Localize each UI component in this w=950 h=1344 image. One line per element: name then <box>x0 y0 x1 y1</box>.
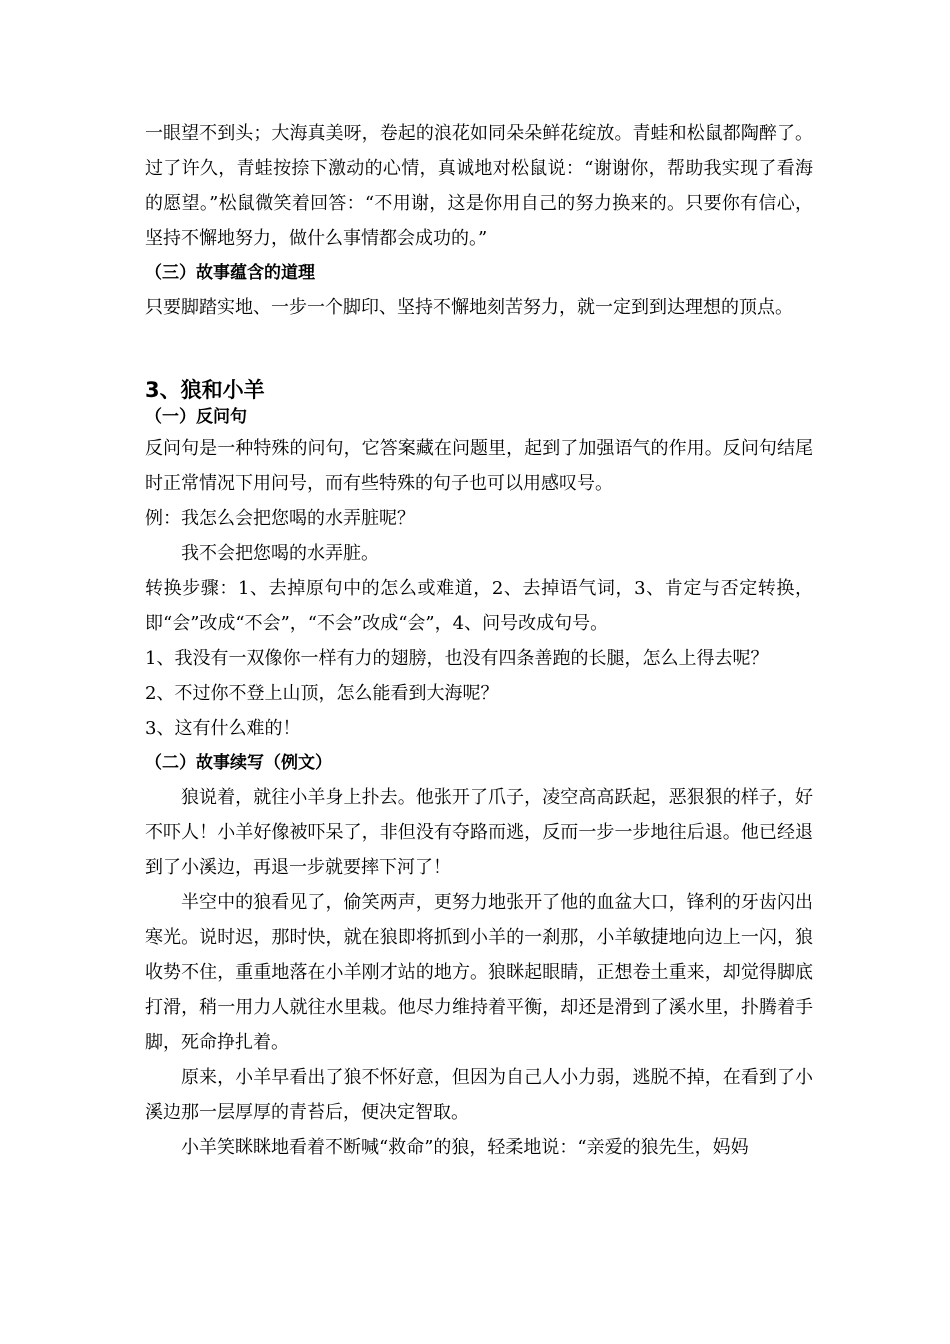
story-continuation-paragraph: 一眼望不到头；大海真美呀，卷起的浪花如同朵朵鲜花绽放。青蛙和松鼠都陶醉了。过了许久，青蛙按捺下激动的心情，真诚地对松鼠说：“谢谢你，帮助我实现了看海的愿望。”松鼠微笑着回答：“不用谢，这是你用自己的努力换来的。只要你有信心，坚持不懈地努力，做什么事情都会成功的。” <box>145 123 813 249</box>
exercise-item: 2、不过你不登上山顶，怎么能看到大海呢？ <box>145 683 499 704</box>
exercise-item: 3、这有什么难的！ <box>145 718 301 739</box>
document-body <box>145 116 813 1165</box>
story-paragraph: 原来，小羊早看出了狼不怀好意，但因为自己人小力弱，逃脱不掉，在看到了小溪边那一层厚厚的青苔后，便决定智取。 <box>145 1067 813 1123</box>
section-heading-story-continuation: （二）故事续写（例文） <box>145 753 332 773</box>
conversion-steps: 转换步骤：1、去掉原句中的怎么或难道，2、去掉语气词，3、肯定与否定转换，即“会”改成“不会”，“不会”改成“会”，4、问号改成句号。 <box>145 578 813 634</box>
story-paragraph: 小羊笑眯眯地看着不断喊“救命”的狼，轻柔地说：“亲爱的狼先生，妈妈 <box>181 1137 749 1158</box>
exercise-item: 1、我没有一双像你一样有力的翅膀，也没有四条善跑的长腿，怎么上得去呢？ <box>145 648 769 669</box>
story-paragraph: 狼说着，就往小羊身上扑去。他张开了爪子，凌空高高跃起，恶狠狠的样子，好不吓人！小羊好像被吓呆了，非但没有夺路而逃，反而一步一步地往后退。他已经退到了小溪边，再退一步就要摔下河了！ <box>145 787 813 878</box>
story-paragraph: 半空中的狼看见了，偷笑两声，更努力地张开了他的血盆大口，锋利的牙齿闪出寒光。说时迟，那时快，就在狼即将抓到小羊的一刹那，小羊敏捷地向边上一闪，狼收势不住，重重地落在小羊刚才站的地方。狼眯起眼睛，正想卷土重来，却觉得脚底打滑，稍一用力人就往水里栽。他尽力维持着平衡，却还是滑到了溪水里，扑腾着手脚，死命挣扎着。 <box>145 892 813 1053</box>
lesson-title: 3、狼和小羊 <box>145 378 265 402</box>
section-heading-moral: （三）故事蕴含的道理 <box>145 263 315 283</box>
example-question: 例：我怎么会把您喝的水弄脏呢？ <box>145 508 415 529</box>
moral-paragraph: 只要脚踏实地、一步一个脚印、坚持不懈地刻苦努力，就一定到到达理想的顶点。 <box>145 297 793 318</box>
definition-paragraph: 反问句是一种特殊的问句，它答案藏在问题里，起到了加强语气的作用。反问句结尾时正常情况下用问号，而有些特殊的句子也可以用感叹号。 <box>145 438 813 494</box>
example-answer: 我不会把您喝的水弄脏。 <box>181 543 379 564</box>
section-heading-rhetorical-question: （一）反问句 <box>145 407 247 427</box>
